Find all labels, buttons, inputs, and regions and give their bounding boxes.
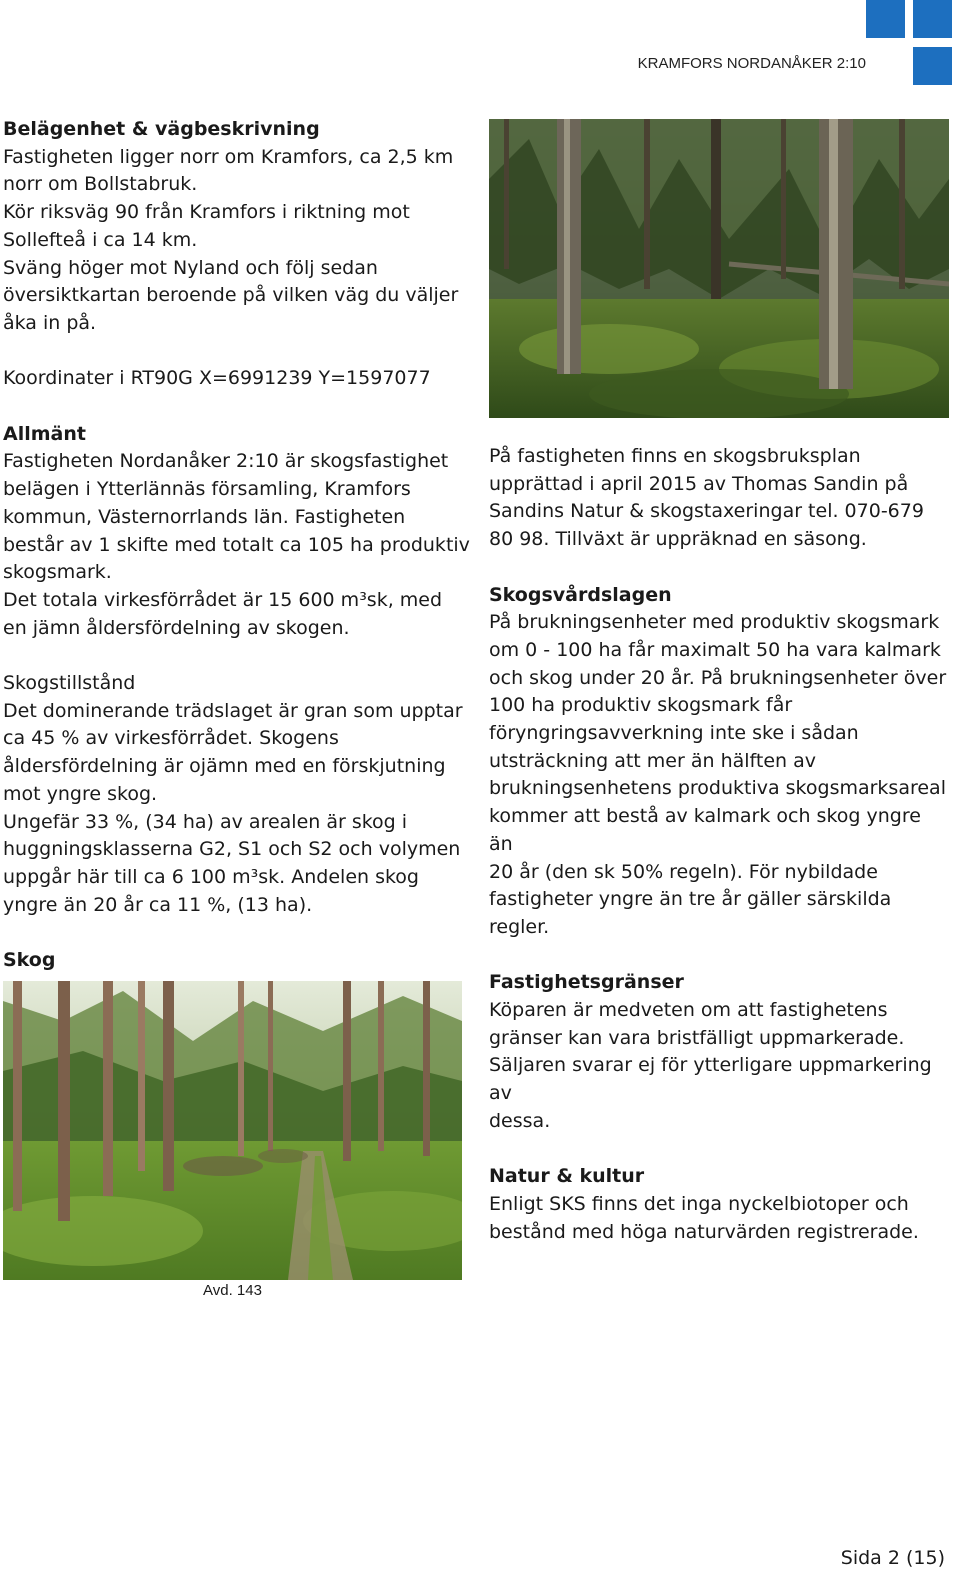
nature-heading: Natur & kultur — [489, 1165, 645, 1188]
logo-square-1 — [866, 0, 905, 38]
condition-line: mot yngre skog. — [3, 782, 158, 805]
plan-line: upprättad i april 2015 av Thomas Sandin på — [489, 472, 909, 495]
page-number: Sida 2 (15) — [840, 1547, 945, 1569]
forestry-law-line: och skog under 20 år. På brukningsenheter över — [489, 666, 947, 689]
logo-square-3 — [913, 47, 952, 85]
general-line: kommun, Västernorrlands län. Fastigheten — [3, 505, 406, 528]
forest-heading: Skog — [3, 949, 56, 972]
location-line: norr om Bollstabruk. — [3, 173, 198, 196]
general-line: en jämn åldersfördelning av skogen. — [3, 616, 350, 639]
forestry-law-line: föryngringsavverkning inte ske i sådan — [489, 722, 859, 745]
forestry-law-line: kommer att bestå av kalmark och skog yngre än — [489, 805, 921, 855]
forestry-law-line: 20 år (den sk 50% regeln). För nybildade — [489, 860, 878, 883]
forestry-law-line: brukningsenhetens produktiva skogsmarksareal — [489, 777, 946, 800]
forest-photo-spruce — [489, 119, 949, 418]
condition-line: huggningsklasserna G2, S1 och S2 och volymen — [3, 838, 461, 861]
forestry-law-line: På brukningsenheter med produktiv skogsmark — [489, 611, 940, 634]
plan-line: Sandins Natur & skogstaxeringar tel. 070-679 — [489, 500, 924, 523]
plan-line: 80 98. Tillväxt är uppräknad en säsong. — [489, 528, 867, 551]
general-heading: Allmänt — [3, 422, 86, 445]
condition-line: Ungefär 33 %, (34 ha) av arealen är skog i — [3, 810, 408, 833]
boundaries-line: gränser kan vara bristfälligt uppmarkerade. — [489, 1026, 905, 1049]
location-line: Sväng höger mot Nyland och följ sedan — [3, 256, 378, 279]
general-line: Fastigheten Nordanåker 2:10 är skogsfastighet — [3, 450, 449, 473]
forestry-law-line: om 0 - 100 ha får maximalt 50 ha vara kalmark — [489, 638, 941, 661]
forestry-law-line: fastigheter yngre än tre år gäller särskilda regler. — [489, 888, 892, 938]
photo-caption: Avd. 143 — [203, 1282, 262, 1299]
general-line: belägen i Ytterlännäs församling, Kramfors — [3, 478, 411, 501]
forestry-law-heading: Skogsvårdslagen — [489, 583, 672, 606]
forest-photo-pine-path — [3, 981, 462, 1280]
coordinates: Koordinater i RT90G X=6991239 Y=1597077 — [3, 367, 431, 390]
condition-line: uppgår här till ca 6 100 m³sk. Andelen skog — [3, 865, 419, 888]
location-line: åka in på. — [3, 311, 97, 334]
location-line: Kör riksväg 90 från Kramfors i riktning mot — [3, 201, 410, 224]
condition-line: yngre än 20 år ca 11 %, (13 ha). — [3, 893, 313, 916]
boundaries-line: Köparen är medveten om att fastighetens — [489, 999, 888, 1022]
condition-line: Det dominerande trädslaget är gran som upptar — [3, 699, 463, 722]
boundaries-line: Säljaren svarar ej för ytterligare uppmarkering av — [489, 1054, 932, 1105]
document-header-title: KRAMFORS NORDANÅKER 2:10 — [637, 55, 866, 72]
boundaries-line: dessa. — [489, 1109, 551, 1132]
general-line: består av 1 skifte med totalt ca 105 ha produktiv — [3, 533, 470, 556]
forestry-law-line: 100 ha produktiv skogsmark får — [489, 694, 793, 717]
location-line: Sollefteå i ca 14 km. — [3, 228, 198, 251]
condition-line: åldersfördelning är ojämn med en förskjutning — [3, 755, 446, 778]
location-heading: Belägenhet & vägbeskrivning — [3, 118, 320, 140]
location-line: Fastigheten ligger norr om Kramfors, ca 2,5 km — [3, 145, 454, 168]
condition-heading: Skogstillstånd — [3, 672, 136, 695]
nature-line: Enligt SKS finns det inga nyckelbiotoper och — [489, 1192, 909, 1215]
general-line: skogsmark. — [3, 561, 112, 584]
nature-line: bestånd med höga naturvärden registrerade. — [489, 1220, 919, 1243]
forestry-law-line: utsträckning att mer än hälften av — [489, 749, 816, 772]
location-line: översiktkartan beroende på vilken väg du väljer — [3, 284, 459, 307]
boundaries-heading: Fastighetsgränser — [489, 971, 684, 994]
logo-square-2 — [913, 0, 952, 38]
general-line: Det totala virkesförrådet är 15 600 m³sk, med — [3, 588, 443, 611]
condition-line: ca 45 % av virkesförrådet. Skogens — [3, 727, 339, 750]
plan-line: På fastigheten finns en skogsbruksplan — [489, 445, 861, 467]
left-column — [3, 116, 473, 975]
right-column — [489, 443, 949, 1246]
